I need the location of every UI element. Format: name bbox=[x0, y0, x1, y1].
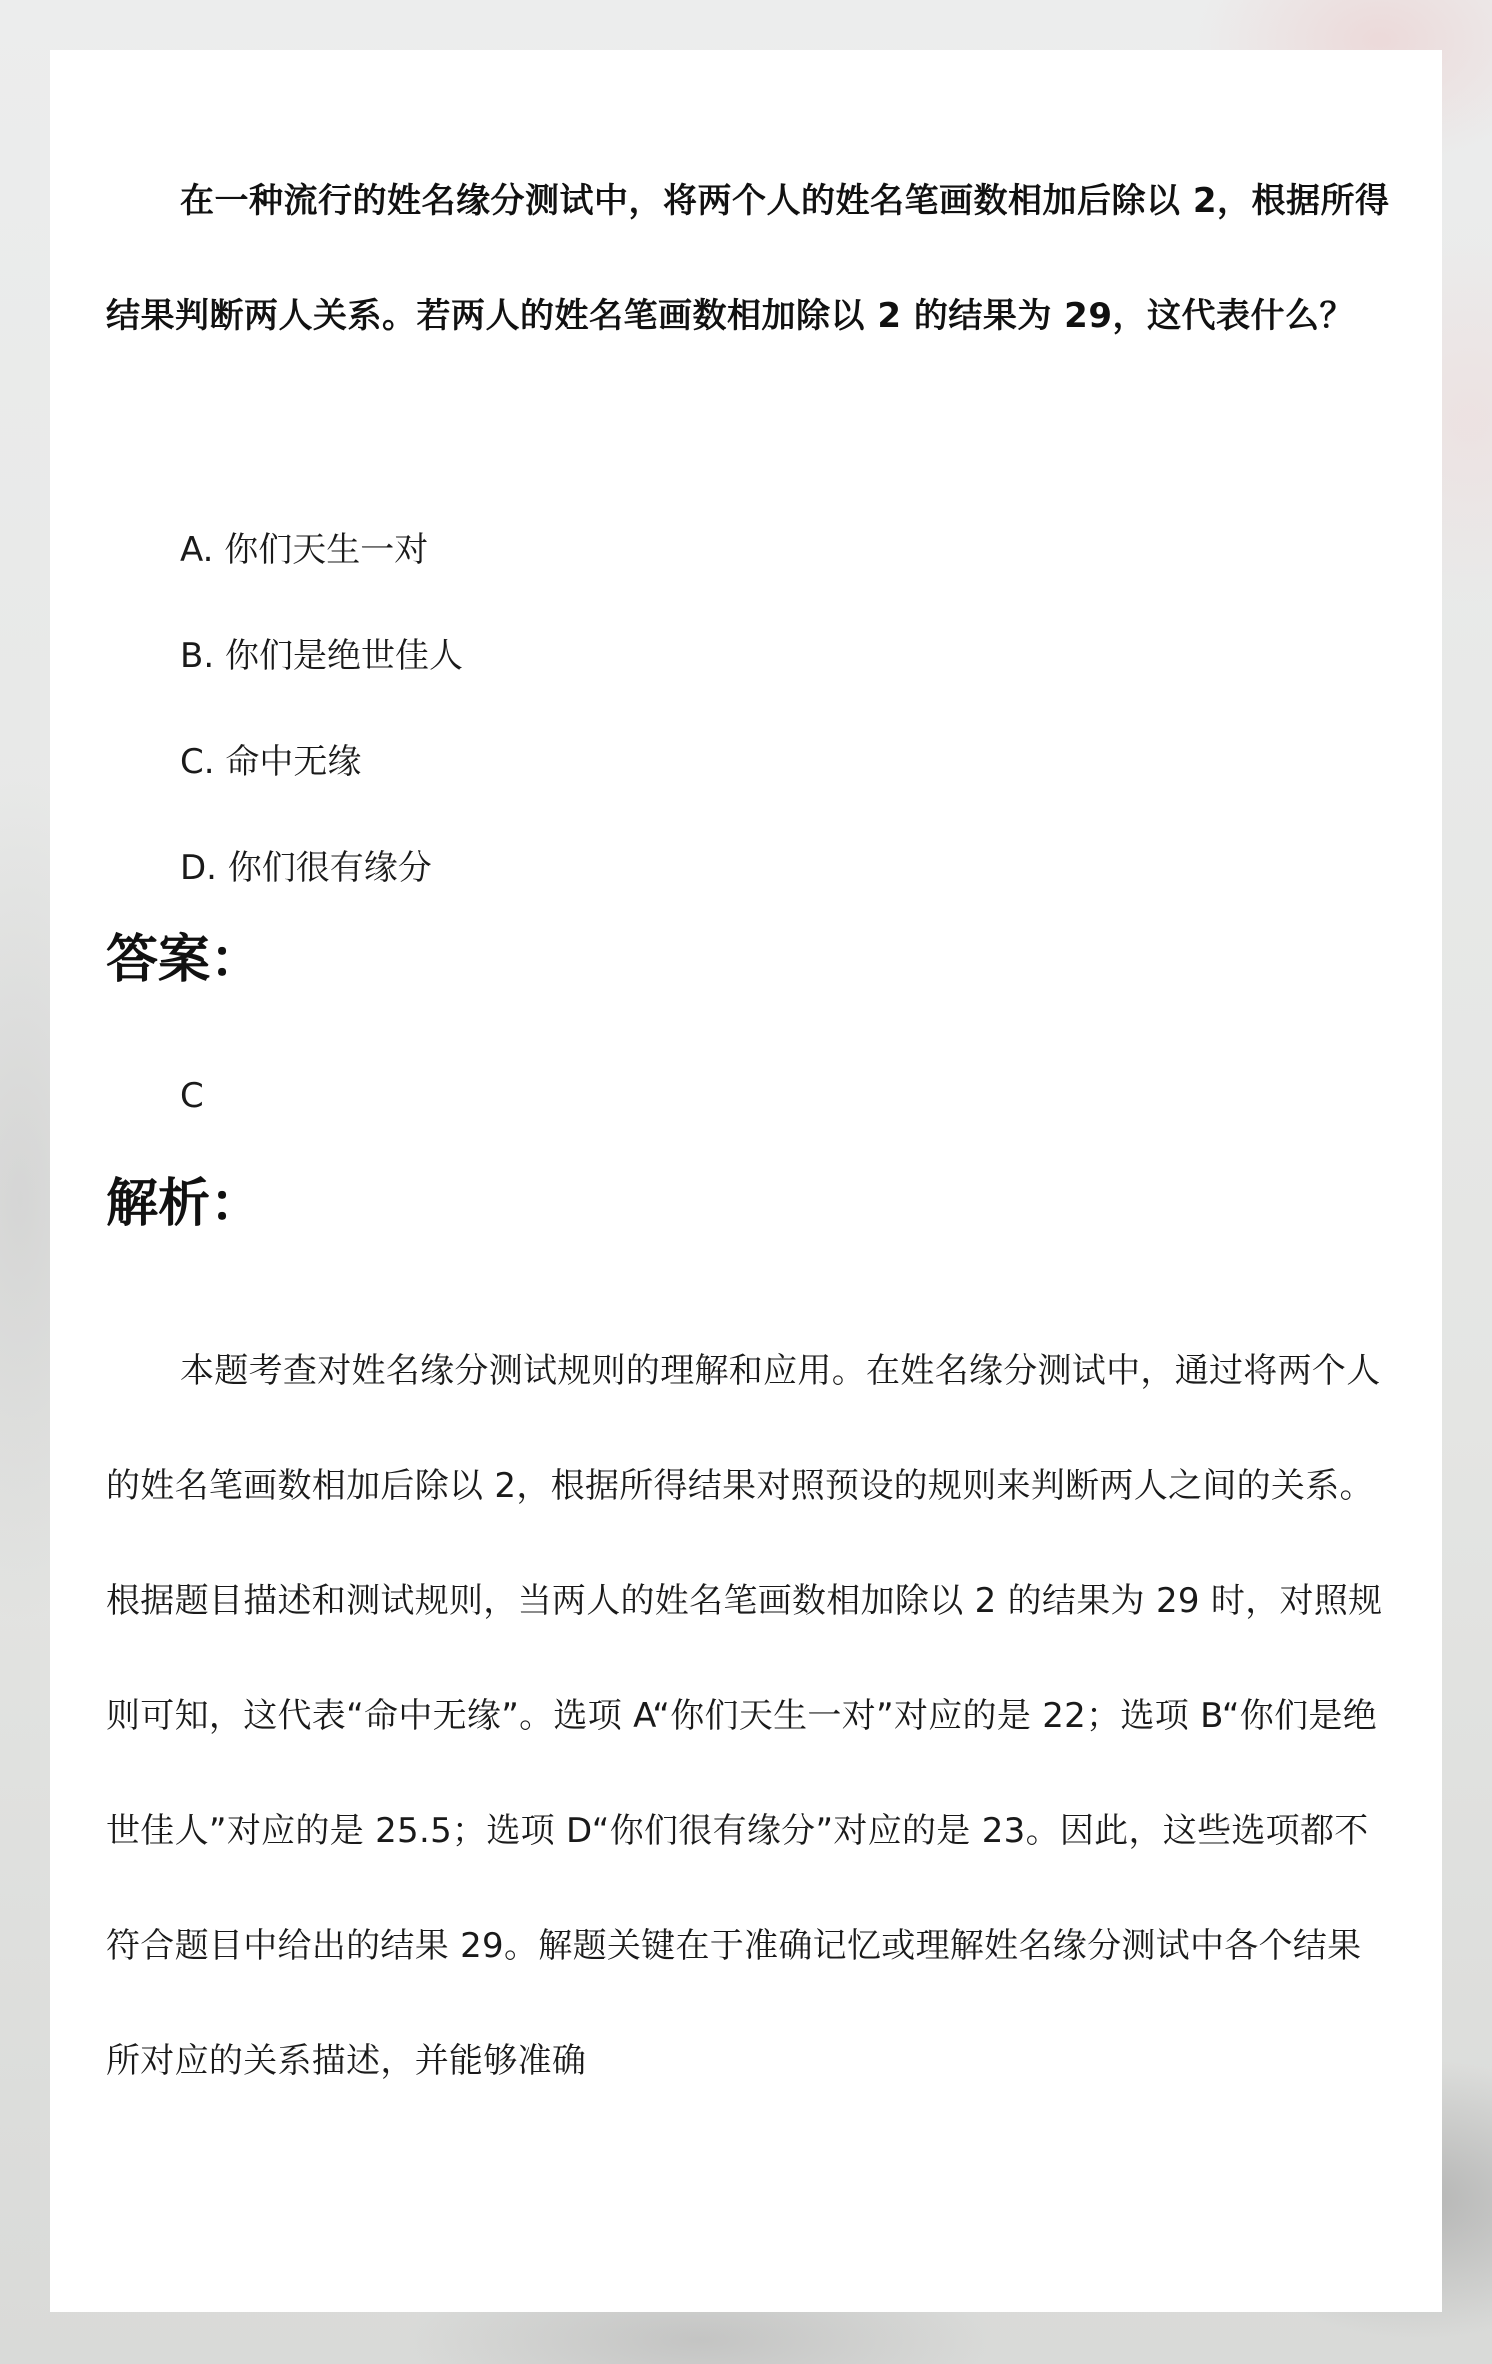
option-d: D. 你们很有缘分 bbox=[180, 848, 432, 888]
option-c: C. 命中无缘 bbox=[180, 742, 362, 782]
answer-heading: 答案： bbox=[106, 930, 263, 990]
answer-value: C bbox=[180, 1076, 204, 1116]
analysis-text: 本题考查对姓名缘分测试规则的理解和应用。在姓名缘分测试中，通过将两个人的姓名笔画数相加后除以 2，根据所得结果对照预设的规则来判断两人之间的关系。根据题目描述和测试规则，当两人的姓名笔画数相加除以 2 的结果为 29 时，对照规则可知，这代表“命中无缘”。选项 A“你们天生一对”对应的是 22；选项 B“你们是绝世佳人”对应的是 25.5；选项 D“你们很有缘分”对应的是 23。因此，这些选项都不符合题目中给出的结果 29。解题关键在于准确记忆或理解姓名缘分测试中各个结果所对应的关系描述，并能够准确 bbox=[106, 1351, 1383, 2081]
content-card bbox=[50, 50, 1442, 2312]
option-a: A. 你们天生一对 bbox=[180, 530, 429, 570]
question-text: 在一种流行的姓名缘分测试中，将两个人的姓名笔画数相加后除以 2，根据所得结果判断两人关系。若两人的姓名笔画数相加除以 2 的结果为 29，这代表什么？ bbox=[106, 181, 1390, 336]
option-b: B. 你们是绝世佳人 bbox=[180, 636, 463, 676]
analysis-heading: 解析： bbox=[106, 1174, 263, 1234]
